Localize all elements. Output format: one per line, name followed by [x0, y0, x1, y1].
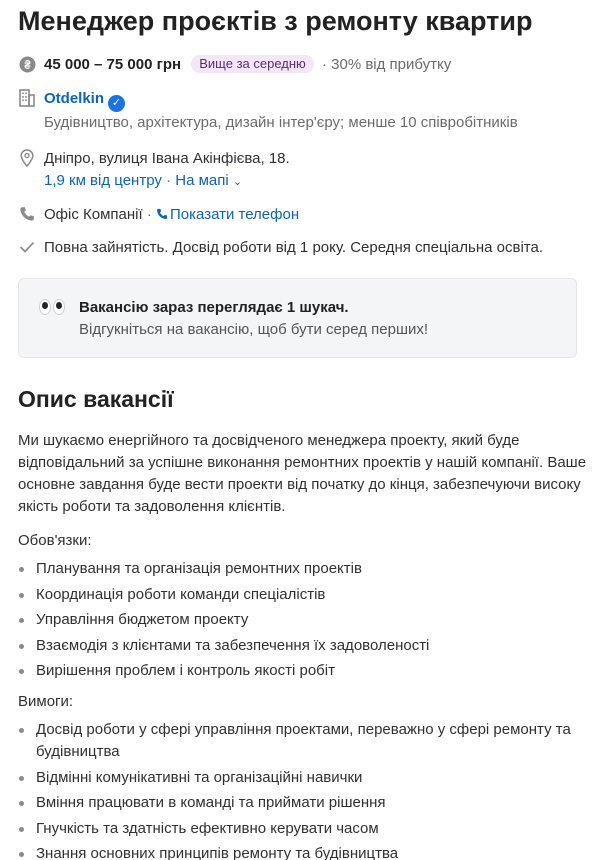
distance-link[interactable]: 1,9 км від центру — [44, 172, 162, 189]
address-separator: · — [166, 172, 172, 189]
salary-extra: · 30% від прибутку — [321, 56, 452, 73]
contact-row — [18, 204, 600, 226]
list-item: Управління бюджетом проекту — [18, 609, 593, 631]
requirements-list — [18, 719, 600, 860]
check-icon — [18, 237, 36, 257]
vacancy-page — [0, 4, 600, 860]
list-item: Взаємодія з клієнтами та забезпечення їх задоволеності — [18, 635, 593, 657]
company-row — [18, 88, 600, 134]
phone-link-icon — [156, 208, 168, 220]
list-item: Досвід роботи у сфері управління проектами, переважно у сфері ремонту та будівництва — [18, 719, 593, 763]
map-pin-icon — [18, 148, 36, 168]
show-phone-label: Показати телефон — [170, 206, 300, 223]
map-link-label: На мапі — [175, 172, 229, 189]
contact-separator: · — [146, 206, 152, 223]
salary-value: 45 000 – 75 000 грн — [44, 56, 182, 73]
list-item: Планування та організація ремонтних проектів — [18, 558, 593, 580]
salary-row — [18, 54, 600, 76]
list-item: Відмінні комунікативні та організаційні навички — [18, 767, 593, 789]
list-item: Вирішення проблем і контроль якості робіт — [18, 660, 593, 682]
employment-details: Повна зайнятість. Досвід роботи від 1 року. Середня спеціальна освіта. — [44, 239, 543, 256]
eyes-icon — [39, 297, 67, 357]
list-item: Вміння працювати в команді та приймати рішення — [18, 792, 593, 814]
address-street: Дніпро, вулиця Івана Акінфієва, 18. — [44, 150, 290, 167]
company-description: Будівництво, архітектура, дизайн інтер'єру; менше 10 співробітників — [44, 114, 518, 131]
salary-badge: Вище за середню — [191, 55, 314, 73]
employment-row — [18, 237, 600, 259]
list-item: Координація роботи команди спеціалістів — [18, 584, 593, 606]
map-link[interactable] — [175, 172, 242, 189]
duties-list — [18, 558, 600, 682]
office-label: Офіс Компанії — [44, 206, 143, 223]
verified-check-icon: ✓ — [108, 95, 125, 112]
notice-title: Вакансію зараз переглядає 1 шукач. — [79, 299, 349, 316]
building-icon — [18, 88, 36, 108]
chevron-down-icon: ⌄ — [232, 176, 243, 188]
page-title: Менеджер проєктів з ремонту квартир — [18, 6, 533, 36]
requirements-heading: Вимоги: — [18, 693, 74, 710]
hryvnia-coin-icon — [18, 54, 36, 74]
company-name-link[interactable]: Otdelkin — [44, 90, 105, 107]
viewers-notice — [18, 278, 577, 358]
description-heading: Опис вакансії — [18, 386, 174, 412]
show-phone-button[interactable] — [156, 206, 299, 223]
description-intro: Ми шукаємо енергійного та досвідченого менеджера проекту, який буде відповідальний за успішне виконання ремонтних проектів у нашій компанії. Ваше основне завдання буде вести проекти від початку до кінця, забезпечуючи високу якість роботи та задоволення клієнтів. — [18, 432, 587, 515]
address-row — [18, 148, 600, 193]
list-item: Гнучкість та здатність ефективно керувати часом — [18, 818, 593, 840]
phone-icon — [18, 204, 36, 224]
duties-heading: Обов'язки: — [18, 532, 92, 549]
list-item: Знання основних принципів ремонту та будівництва — [18, 843, 593, 860]
notice-subtitle: Відгукніться на вакансію, щоб бути серед перших! — [79, 321, 429, 338]
